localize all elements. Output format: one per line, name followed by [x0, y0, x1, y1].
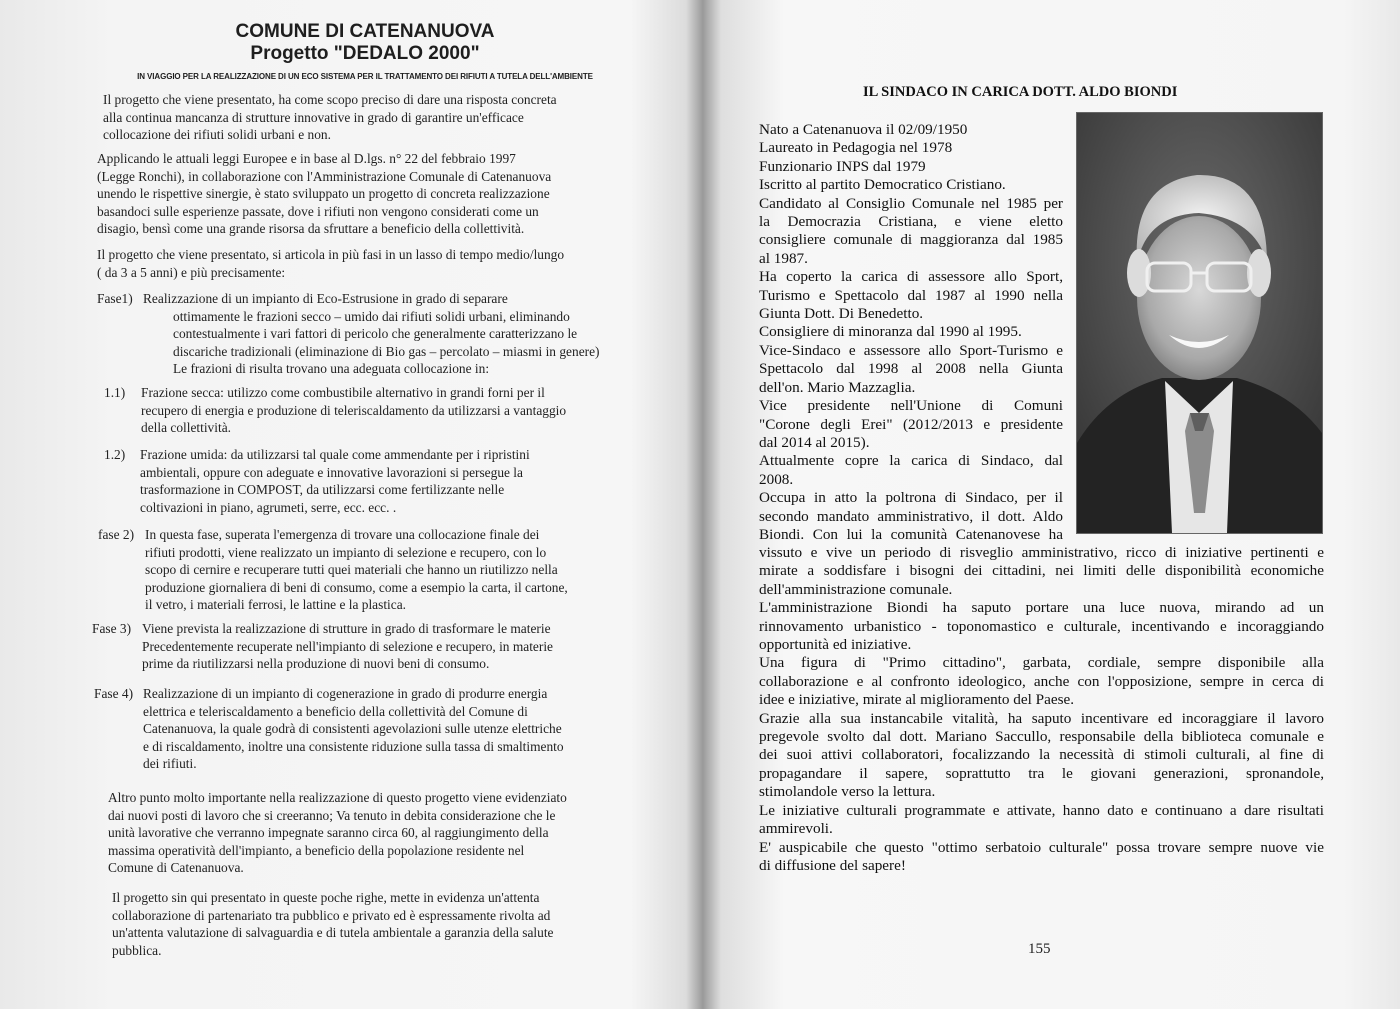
text-line: Laureato in Pedagogia nel 1978	[759, 139, 953, 157]
text-line: basandoci sulle esperienze passate, dove i rifiuti non vengono considerati come un	[97, 203, 539, 219]
text-line: idee e iniziative, mirate al miglioramento del Paese.	[759, 691, 1075, 709]
text-line: Ha coperto la carica di assessore allo Sport,	[759, 268, 1063, 286]
text-line: rifiuti prodotti, viene realizzato un impianto di selezione e recupero, con lo	[145, 544, 547, 560]
text-line: Vice presidente nell'Unione di Comuni	[759, 397, 1063, 415]
paragraph-laws	[97, 150, 551, 238]
text-line: Occupa in atto la poltrona di Sindaco, per il	[759, 489, 1063, 507]
text-line: consigliere comunale di maggioranza dal 1985	[759, 231, 1063, 249]
text-line: Spettacolo dal 1998 al 2008 nella Giunta	[759, 360, 1063, 378]
text-line: disagio, bensì come una grande risorsa da sfruttare a beneficio della collettività.	[97, 221, 525, 237]
text-line: "Corone degli Erei" (2012/2013 e presidente	[759, 415, 1063, 433]
text-line: collaborazione di partenariato tra pubblico e privato ed è espressamente rivolta ad	[112, 907, 551, 923]
text-line: Frazione umida: da utilizzarsi tal quale come ammendante per i ripristini	[140, 447, 530, 462]
phase-1-2-label: 1.2)	[104, 447, 126, 462]
text-line: dell'amministrazione comunale.	[759, 580, 953, 598]
text-line: pubblica.	[112, 942, 162, 958]
phase-3-label: Fase 3)	[92, 621, 132, 636]
phase-3-text	[142, 620, 553, 673]
text-line: dell'on. Mario Mazzaglia.	[759, 378, 916, 396]
paragraph-conclusion	[112, 889, 554, 959]
text-line: Realizzazione di un impianto di Eco-Estrusione in grado di separare	[143, 291, 508, 306]
text-line: secondo mandato amministrativo, il dott. Aldo	[759, 507, 1063, 525]
text-line: Altro punto molto importante nella realizzazione di questo progetto viene evidenziato	[108, 790, 567, 805]
text-line: della collettività.	[141, 420, 231, 436]
text-line: mirate a soddisfare i bisogni dei cittadini, nei limiti delle disponibilità economiche	[759, 562, 1324, 580]
mayor-portrait	[1076, 112, 1323, 534]
mayor-title: IL SINDACO IN CARICA DOTT. ALDO BIONDI	[863, 84, 1178, 100]
text-line: dei rifiuti.	[143, 756, 197, 772]
text-line: massima operatività dell'impianto, a beneficio della popolazione residente nel	[108, 842, 525, 858]
text-line: rinnovamento urbanistico - toponomastico e culturale, incentivando e incoraggiando	[759, 617, 1324, 635]
text-line: In questa fase, superata l'emergenza di trovare una collocazione finale dei	[145, 527, 540, 542]
text-line: scopo di cernire e recuperare tutti quei materiali che hanno un riutilizzo nella	[145, 562, 558, 578]
text-line: Grazie alla sua instancabile vitalità, ha saputo incentivare ed incoraggiare il lavoro	[759, 709, 1324, 727]
text-line: contestualmente i vari fattori di pericolo che generalmente caratterizzano le	[173, 326, 578, 342]
text-line: e di riscaldamento, inoltre una consistente riduzione sulla tassa di smaltimento	[143, 738, 564, 754]
text-line: recupero di energia e produzione di teleriscaldamento da utilizzarsi a vantaggio	[141, 402, 567, 418]
phase-1-1-label: 1.1)	[104, 385, 126, 400]
text-line: unendo le rispettive sinergie, è stato sviluppato un progetto di concreta realizzazione	[97, 186, 550, 202]
text-line: vissuto e vive un periodo di risveglio amministrativo, ricco di iniziative pertinenti e	[759, 544, 1324, 561]
text-line: dal 2014 al 2015).	[759, 433, 870, 451]
text-line: collaborazione e al confronto ideologico, anche con l'opposizione, sempre in cerca di	[759, 672, 1324, 690]
text-line: Turismo e Spettacolo dal 1987 al 1990 nella	[759, 286, 1063, 304]
text-line: Viene prevista la realizzazione di strutture in grado di trasformare le materie	[142, 621, 551, 636]
phase-2-text	[145, 526, 568, 614]
text-line: produzione giornaliera di beni di consumo, come a esempio la carta, il cartone,	[145, 579, 568, 595]
project-subtitle: Progetto "DEDALO 2000"	[250, 43, 480, 64]
text-line: un'attenta valutazione di salvaguardia e di tutela ambientale a garanzia della salute	[112, 925, 554, 941]
text-line: Una figura di "Primo cittadino", garbata, cordiale, sempre disponibile alla	[759, 654, 1324, 672]
text-line: Il progetto sin qui presentato in queste poche righe, mette in evidenza un'attenta	[112, 890, 540, 905]
text-line: collocazione dei rifiuti solidi urbani e non.	[103, 127, 331, 143]
text-line: unità lavorative che verranno impegnate saranno circa 60, al raggiungimento della	[108, 825, 549, 841]
text-line: trasformazione in COMPOST, da utilizzarsi come fertilizzante nelle	[140, 482, 505, 498]
text-line: Consigliere di minoranza dal 1990 al 1995.	[759, 323, 1022, 341]
text-line: alla continua mancanza di strutture innovative in grado di garantire un'efficace	[103, 109, 524, 125]
text-line: prime da riutilizzarsi nella produzione di nuovi beni di consumo.	[142, 656, 490, 672]
text-line: opportunità ed iniziative.	[759, 636, 912, 654]
text-line: dei suoi attivi collaboratori, focalizzando la necessità di stimoli culturali, al fine di	[759, 746, 1324, 764]
text-line: 2008.	[759, 470, 794, 488]
text-line: coltivazioni in piano, agrumeti, serre, ecc. ecc. .	[140, 499, 397, 515]
text-line: ottimamente le frazioni secco – umido dai rifiuti solidi urbani, eliminando	[173, 308, 570, 324]
text-line: Le frazioni di risulta trovano una adeguata collocazione in:	[173, 361, 490, 377]
text-line: di diffusione del sapere!	[759, 856, 906, 874]
biography-column	[759, 121, 1063, 544]
text-line: Nato a Catenanuova il 02/09/1950	[759, 121, 968, 138]
text-line: ammirevoli.	[759, 820, 833, 838]
text-line: elettrica e teleriscaldamento a beneficio della collettività del Comune di	[143, 703, 528, 719]
text-line: ambientali, oppure con adeguate e innovative lavorazioni si persegue la	[140, 464, 523, 480]
text-line: ( da 3 a 5 anni) e più precisamente:	[97, 264, 286, 280]
text-line: Biondi. Con lui la comunità Catenanovese ha	[759, 525, 1063, 543]
text-line: Vice-Sindaco e assessore allo Sport-Turismo e	[759, 341, 1063, 359]
biography-full-width	[759, 544, 1324, 875]
paragraph-phases-intro	[97, 246, 564, 281]
text-line: Funzionario INPS dal 1979	[759, 157, 926, 175]
phase-1-label: Fase1)	[97, 291, 133, 306]
phase-1-2-text	[140, 446, 530, 516]
text-line: Candidato al Consiglio Comunale nel 1985 per	[759, 194, 1063, 212]
text-line: discariche tradizionali (eliminazione di Bio gas – percolato – miasmi in genere)	[173, 343, 600, 359]
text-line: Realizzazione di un impianto di cogenerazione in grado di produrre energia	[143, 686, 548, 701]
phase-1-1-text	[141, 384, 566, 437]
text-line: Il progetto che viene presentato, ha come scopo preciso di dare una risposta concreta	[103, 92, 557, 107]
text-line: Catenanuova, la quale godrà di consistenti agevolazioni sulle utenze elettriche	[143, 721, 562, 737]
text-line: Frazione secca: utilizzo come combustibile alternativo in grandi forni per il	[141, 385, 545, 400]
project-tagline: IN VIAGGIO PER LA REALIZZAZIONE DI UN ECO SISTEMA PER IL TRATTAMENTO DEI RIFIUTI A TUTELA DELL'AMBIENTE	[137, 72, 593, 81]
text-line: (Legge Ronchi), in collaborazione con l'Amministrazione Comunale di Catenanuova	[97, 168, 552, 184]
text-line: E' auspicabile che questo "ottimo serbatoio culturale" possa trovare sempre nuove vie	[759, 838, 1324, 856]
text-line: Precedentemente recuperate nell'impianto di selezione e recupero, in materie	[142, 638, 553, 654]
phase-4-label: Fase 4)	[94, 686, 134, 701]
phase-2-label: fase 2)	[98, 527, 135, 542]
text-line: Iscritto al partito Democratico Cristiano.	[759, 176, 1006, 194]
text-line: L'amministrazione Biondi ha saputo portare una luce nuova, mirando ad un	[759, 599, 1324, 617]
page-number: 155	[1028, 941, 1051, 957]
text-line: Le iniziative culturali programmate e attivate, hanno dato e continuano a dare risultati	[759, 801, 1324, 819]
text-line: la Democrazia Cristiana, e viene eletto	[759, 213, 1063, 231]
paragraph-jobs	[108, 789, 567, 877]
phase-1-text	[143, 290, 600, 378]
text-line: propagandare il sapere, soprattutto tra le giovani generazioni, spronandole,	[759, 764, 1324, 782]
text-line: Applicando le attuali leggi Europee e in base al D.lgs. n° 22 del febbraio 1997	[97, 151, 516, 166]
text-line: il vetro, i materiali ferrosi, le lattine e la plastica.	[145, 597, 407, 613]
text-line: pregevole svolto dal dott. Mariano Saccullo, responsabile della biblioteca comunale e	[759, 728, 1324, 746]
text-line: Il progetto che viene presentato, si articola in più fasi in un lasso di tempo medio/lungo	[97, 247, 565, 262]
right-page	[708, 0, 1400, 1009]
text-line: Attualmente copre la carica di Sindaco, dal	[759, 452, 1063, 470]
text-line: Giunta Dott. Di Benedetto.	[759, 305, 924, 323]
text-line: al 1987.	[759, 249, 808, 267]
portrait-photo-icon	[1077, 113, 1322, 533]
paragraph-intro	[103, 91, 557, 144]
text-line: Comune di Catenanuova.	[108, 860, 244, 876]
phase-4-text	[143, 685, 564, 773]
text-line: stimolandole verso la lettura.	[759, 783, 936, 801]
text-line: dai nuovi posti di lavoro che si creeranno; Va tenuto in debita considerazione che le	[108, 807, 556, 823]
page-title: COMUNE DI CATENANUOVA	[235, 21, 495, 42]
